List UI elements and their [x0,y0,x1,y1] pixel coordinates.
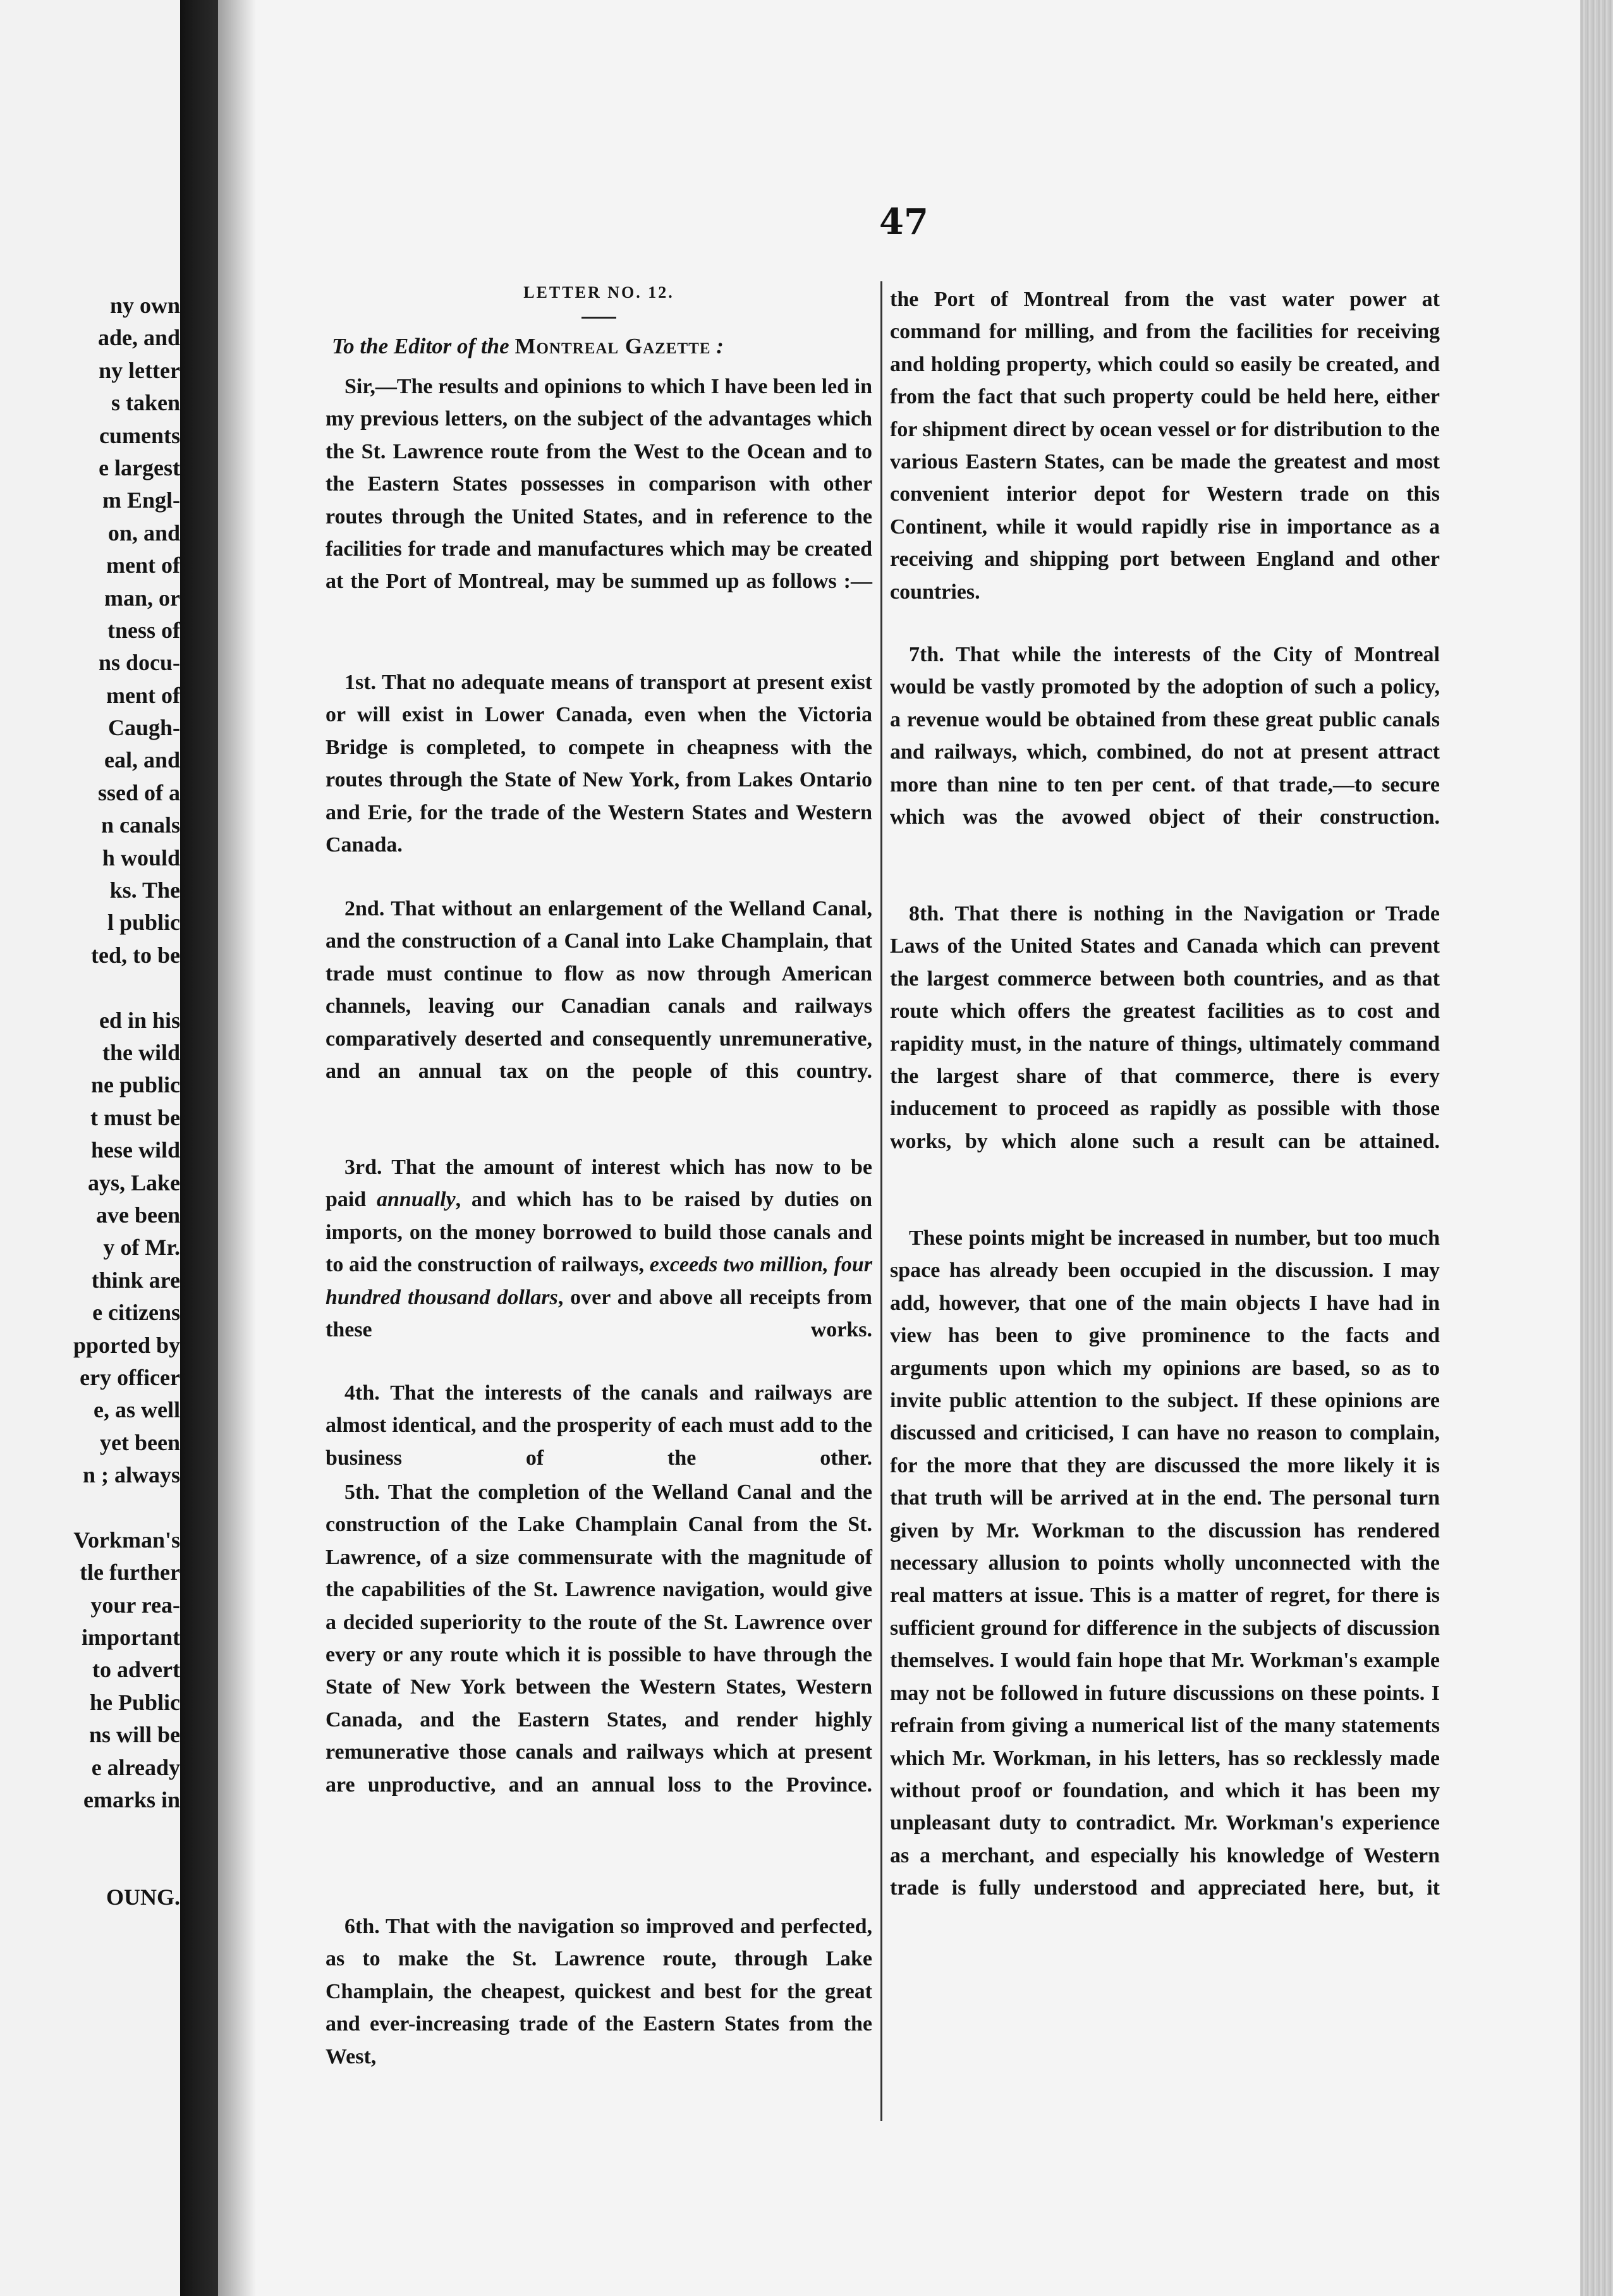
left-page-line: Caugh- [107,715,180,741]
paragraph-6th-continued: the Port of Montreal from the vast water power at command for milling, and from the facilities for receiving and holding property, which could so easily be created, and from the fact that such property could be held here, either for shipment direct by ocean vessel or for distribution to the various Eastern States, can be made the greatest and most convenient interior depot for Western trade on this Continent, while it would rapidly rise in importance as a receiving and shipping port between England and other countries. [890,288,1440,604]
addressee-suffix: : [710,334,724,358]
left-page-line [0,1491,180,1524]
paragraph-7th: 7th. That while the interests of the City of Montreal would be vastly promoted by the adoption of such a policy, a revenue would be obtained from these great public canals and railways, which, combined, do not at present attract more than nine to ten per cent. of that trade,—to secure which was the avowed object of their construction. [890,643,1440,829]
addressee-prefix: To the Editor of the [332,334,509,358]
left-page-line: ted, to be [91,942,180,968]
left-page-line [0,1816,180,1848]
left-page-line: m Engl- [102,487,180,513]
left-page-line: to advert [92,1657,180,1683]
paragraph-4th: 4th. That the interests of the canals and railways are almost identical, and the prosperity of each must add to the business of the other. [326,1381,872,1470]
left-page-line: n ; always [82,1462,180,1488]
left-page-line: ade, and [97,325,180,351]
left-page-line: ks. The [109,877,180,903]
left-page-line: ed in his [99,1007,180,1033]
p3-text-a: 3rd. That the amount of interest which has now to be paid [326,1156,872,1212]
left-page-line: tle further [80,1560,180,1585]
left-page-line: e already [91,1754,180,1780]
left-page-line: important [82,1625,180,1651]
p3-annually: annually [376,1188,456,1212]
left-facing-page [0,0,183,2296]
left-page-line: yet been [100,1429,180,1455]
left-page-line: t must be [90,1104,180,1130]
paragraph-3rd [326,1151,872,1346]
left-page-line: ns will be [88,1722,180,1748]
left-page-text [0,290,180,1914]
paragraph-1st: 1st. That no adequate means of transport at present exist or will exist in Lower Canada, even when the Victoria Bridge is completed, to compete in cheapness with the routes through the State of New York, from Lakes Ontario and Erie, for the trade of the Western States and Western Canada. [326,671,872,857]
page-edge [1580,0,1613,2296]
left-page-line: think are [91,1267,180,1293]
left-page-line: OUNG. [106,1884,180,1910]
book-gutter [180,0,218,2296]
left-page-line: ns docu- [98,650,180,676]
left-page-line: emarks in [83,1786,180,1812]
left-page-line: ave been [96,1202,180,1228]
left-page-line: ne public [90,1072,180,1098]
paragraph-5th: 5th. That the completion of the Welland Canal and the construction of the Lake Champlain Canal from the St. Lawrence, of a size commensurate with the magnitude of the capabilities of the St. Lawrence navigation, would give a decided superiority to the route of the St. Lawrence over every or any route which it is possible to have through the State of New York between the Western States, Western Canada, and the Eastern States, and render highly remunerative those canals and railways which at present are unproductive, and an annual loss to the Province. [326,1481,872,1797]
p3-text-b: , and which has to be raised by duties on imports, on the money borrowed to build those canals and to aid the construction of railways, [326,1188,873,1277]
left-page-line: l public [107,910,180,936]
left-page-line: ny letter [99,357,180,383]
letter-heading: LETTER NO. 12. [523,283,674,302]
left-page-line: he Public [89,1689,180,1715]
p3-amount: exceeds two million, four hundred thousand dollars [326,1253,872,1309]
left-page-line: ssed of a [97,779,180,805]
left-page-line: n canals [100,812,180,838]
paragraph-closing: These points might be increased in number, but too much space has already been occupied in the discussion. I may add, however, that one of the main objects I have had in view has been to give prominence to the facts and arguments upon which my opinions are based, so as to invite public attention to the subject. If these opinions are discussed and criticised, I can have no reason to complain, for the more that they are discussed the more likely it is that truth will be arrived at in the end. The personal turn given by Mr. Workman to the discussion has rendered necessary allusion to points wholly unconnected with the real matters at issue. This is a matter of regret, for there is sufficient ground for difference in the subjects of discussion themselves. I would fain hope that Mr. Workman's example may not be followed in future discussions on these points. I refrain from giving a numerical list of the many statements which Mr. Workman, in his letters, has so recklessly made without proof or foundation, and which it has been my unpleasant duty to contradict. Mr. Workman's experience as a merchant, and especially his knowledge of Western trade is fully understood and appreciated here, but, it [890,1226,1440,1900]
left-page-line: the wild [102,1039,180,1065]
letter-addressee [332,334,724,359]
left-page-line: h would [102,845,180,870]
left-page-line: your rea- [90,1592,180,1618]
column-rule [880,281,882,2121]
left-page-line: cuments [99,422,180,448]
left-page-line: eal, and [104,747,180,773]
left-page-line: e, as well [94,1397,180,1423]
left-page-line [0,972,180,1004]
left-page-line [0,1849,180,1881]
paragraph-2nd: 2nd. That without an enlargement of the Welland Canal, and the construction of a Canal into Lake Champlain, that trade must continue to flow as now through American channels, leaving our Canadian canals and railways comparatively deserted and consequently unremunerative, and an annual tax on the people of this country. [326,897,872,1084]
left-page-line: s taken [111,390,180,416]
heading-rule [581,317,616,319]
p3-text-c: , over and above all receipts from these works. [326,1285,872,1342]
paragraph-8th: 8th. That there is nothing in the Navigation or Trade Laws of the United States and Canada which can prevent the largest commerce between both countries, and as that route which offers the greatest facilities as to cost and rapidity must, in the nature of things, ultimately command the largest share of that commerce, there is every inducement to proceed as rapidly as possible with those works, by which alone such a result can be attained. [890,902,1440,1153]
left-page-line: ny own [109,293,180,318]
left-page-line: ery officer [80,1364,180,1390]
left-page-line: ment of [106,682,180,708]
left-page-line: man, or [104,585,180,611]
left-page-line: e citizens [92,1300,180,1326]
left-page-line: e largest [99,455,180,480]
left-page-line: ays, Lake [87,1169,180,1195]
paragraph-6th: 6th. That with the navigation so improved and perfected, as to make the St. Lawrence route, through Lake Champlain, the cheapest, quickest and best for the great and ever-increasing trade of the Eastern States from the West, [326,1915,872,2068]
left-page-line: y of Mr. [103,1235,180,1261]
left-page-line: on, and [107,520,180,546]
gutter-shadow [218,0,256,2296]
left-page-line: tness of [107,617,180,643]
left-page-line: Vorkman's [73,1527,180,1553]
paragraph-intro: Sir,—The results and opinions to which I have been led in my previous letters, on the subject of the advantages which the St. Lawrence route from the West to the Ocean and to the Eastern States possesses in comparison with other routes through the United States, and in reference to the facilities for trade and manufactures which may be created at the Port of Montreal, may be summed up as follows :— [326,375,872,594]
left-page-line: hese wild [90,1137,180,1163]
left-page-line: ment of [106,553,180,578]
left-page-line: pported by [73,1332,180,1358]
page-number: 47 [879,201,928,243]
addressee-paper: Montreal Gazette [514,334,711,358]
